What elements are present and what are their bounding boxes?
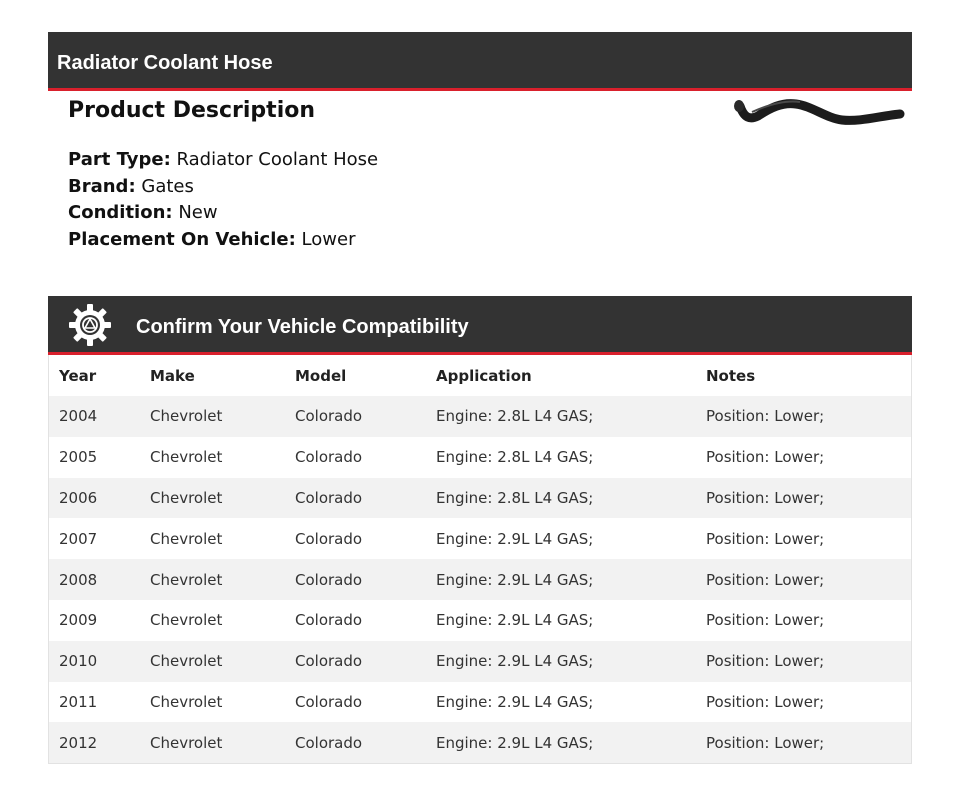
cell-year: 2006 xyxy=(49,478,140,519)
cell-make: Chevrolet xyxy=(150,611,223,630)
cell-year: 2010 xyxy=(49,641,140,682)
table-row xyxy=(49,722,911,763)
cell-year: 2009 xyxy=(59,611,98,630)
cell-make: Chevrolet xyxy=(140,641,285,682)
spec-list xyxy=(68,147,708,253)
spec-value: New xyxy=(178,202,218,223)
cell-application: Engine: 2.8L L4 GAS; xyxy=(436,448,594,467)
spec-value: Lower xyxy=(301,228,356,250)
cell-notes: Position: Lower; xyxy=(696,478,911,519)
spec-value: Radiator Coolant Hose xyxy=(176,149,379,170)
table-row xyxy=(49,641,911,682)
product-title: Radiator Coolant Hose xyxy=(57,52,273,74)
cell-application: Engine: 2.8L L4 GAS; xyxy=(426,396,696,437)
table-row xyxy=(49,518,911,559)
compatibility-table xyxy=(49,355,911,763)
spec-placement xyxy=(68,227,708,254)
cell-model: Colorado xyxy=(285,559,426,600)
table-row xyxy=(49,559,911,600)
compatibility-table-wrap xyxy=(48,355,912,764)
cell-application: Engine: 2.9L L4 GAS; xyxy=(436,611,594,630)
cell-application: Engine: 2.9L L4 GAS; xyxy=(426,722,696,763)
spec-label: Brand: xyxy=(68,175,136,197)
cell-make: Chevrolet xyxy=(140,478,285,519)
product-title-bar xyxy=(48,32,912,91)
cell-model: Colorado xyxy=(295,529,363,548)
cell-make: Chevrolet xyxy=(140,722,285,763)
cell-application: Engine: 2.8L L4 GAS; xyxy=(426,478,696,519)
table-row xyxy=(49,682,911,723)
cell-model: Colorado xyxy=(295,692,363,711)
cell-application: Engine: 2.9L L4 GAS; xyxy=(426,559,696,600)
spec-condition xyxy=(68,200,708,227)
cell-notes: Position: Lower; xyxy=(706,448,825,467)
cell-notes: Position: Lower; xyxy=(696,396,911,437)
gear-icon xyxy=(68,303,112,347)
table-row xyxy=(49,478,911,519)
spec-part-type xyxy=(68,147,708,174)
cell-application: Engine: 2.9L L4 GAS; xyxy=(426,641,696,682)
compatibility-title: Confirm Your Vehicle Compatibility xyxy=(136,316,469,338)
cell-notes: Position: Lower; xyxy=(706,529,825,548)
spec-label: Part Type: xyxy=(68,149,171,170)
cell-make: Chevrolet xyxy=(140,396,285,437)
cell-model: Colorado xyxy=(295,448,363,467)
spec-brand xyxy=(68,174,708,201)
cell-model: Colorado xyxy=(285,396,426,437)
table-row xyxy=(49,396,911,437)
cell-model: Colorado xyxy=(295,611,363,630)
spec-value: Gates xyxy=(141,175,194,197)
cell-year: 2012 xyxy=(49,722,140,763)
cell-model: Colorado xyxy=(285,478,426,519)
column-header-notes: Notes xyxy=(706,366,756,385)
cell-application: Engine: 2.9L L4 GAS; xyxy=(436,529,594,548)
cell-notes: Position: Lower; xyxy=(706,692,825,711)
cell-make: Chevrolet xyxy=(140,559,285,600)
column-header-model: Model xyxy=(295,366,347,385)
cell-model: Colorado xyxy=(285,641,426,682)
radiator-hose-image xyxy=(730,96,906,132)
cell-application: Engine: 2.9L L4 GAS; xyxy=(436,692,594,711)
cell-notes: Position: Lower; xyxy=(696,641,911,682)
cell-model: Colorado xyxy=(285,722,426,763)
cell-notes: Position: Lower; xyxy=(696,722,911,763)
cell-year: 2004 xyxy=(49,396,140,437)
table-row xyxy=(49,437,911,478)
compatibility-bar xyxy=(48,296,912,355)
cell-notes: Position: Lower; xyxy=(696,559,911,600)
cell-year: 2005 xyxy=(59,448,98,467)
cell-make: Chevrolet xyxy=(150,448,223,467)
cell-year: 2011 xyxy=(59,692,98,711)
cell-notes: Position: Lower; xyxy=(706,611,825,630)
column-header-make: Make xyxy=(150,366,195,385)
cell-year: 2007 xyxy=(59,529,98,548)
table-row xyxy=(49,600,911,641)
spec-label: Placement On Vehicle: xyxy=(68,228,296,250)
product-description xyxy=(68,94,708,253)
description-heading: Product Description xyxy=(68,98,316,123)
column-header-application: Application xyxy=(436,366,532,385)
table-header-row xyxy=(49,355,911,396)
cell-make: Chevrolet xyxy=(150,529,223,548)
column-header-year: Year xyxy=(59,366,97,385)
cell-make: Chevrolet xyxy=(150,692,223,711)
spec-label: Condition: xyxy=(68,202,173,223)
cell-year: 2008 xyxy=(49,559,140,600)
